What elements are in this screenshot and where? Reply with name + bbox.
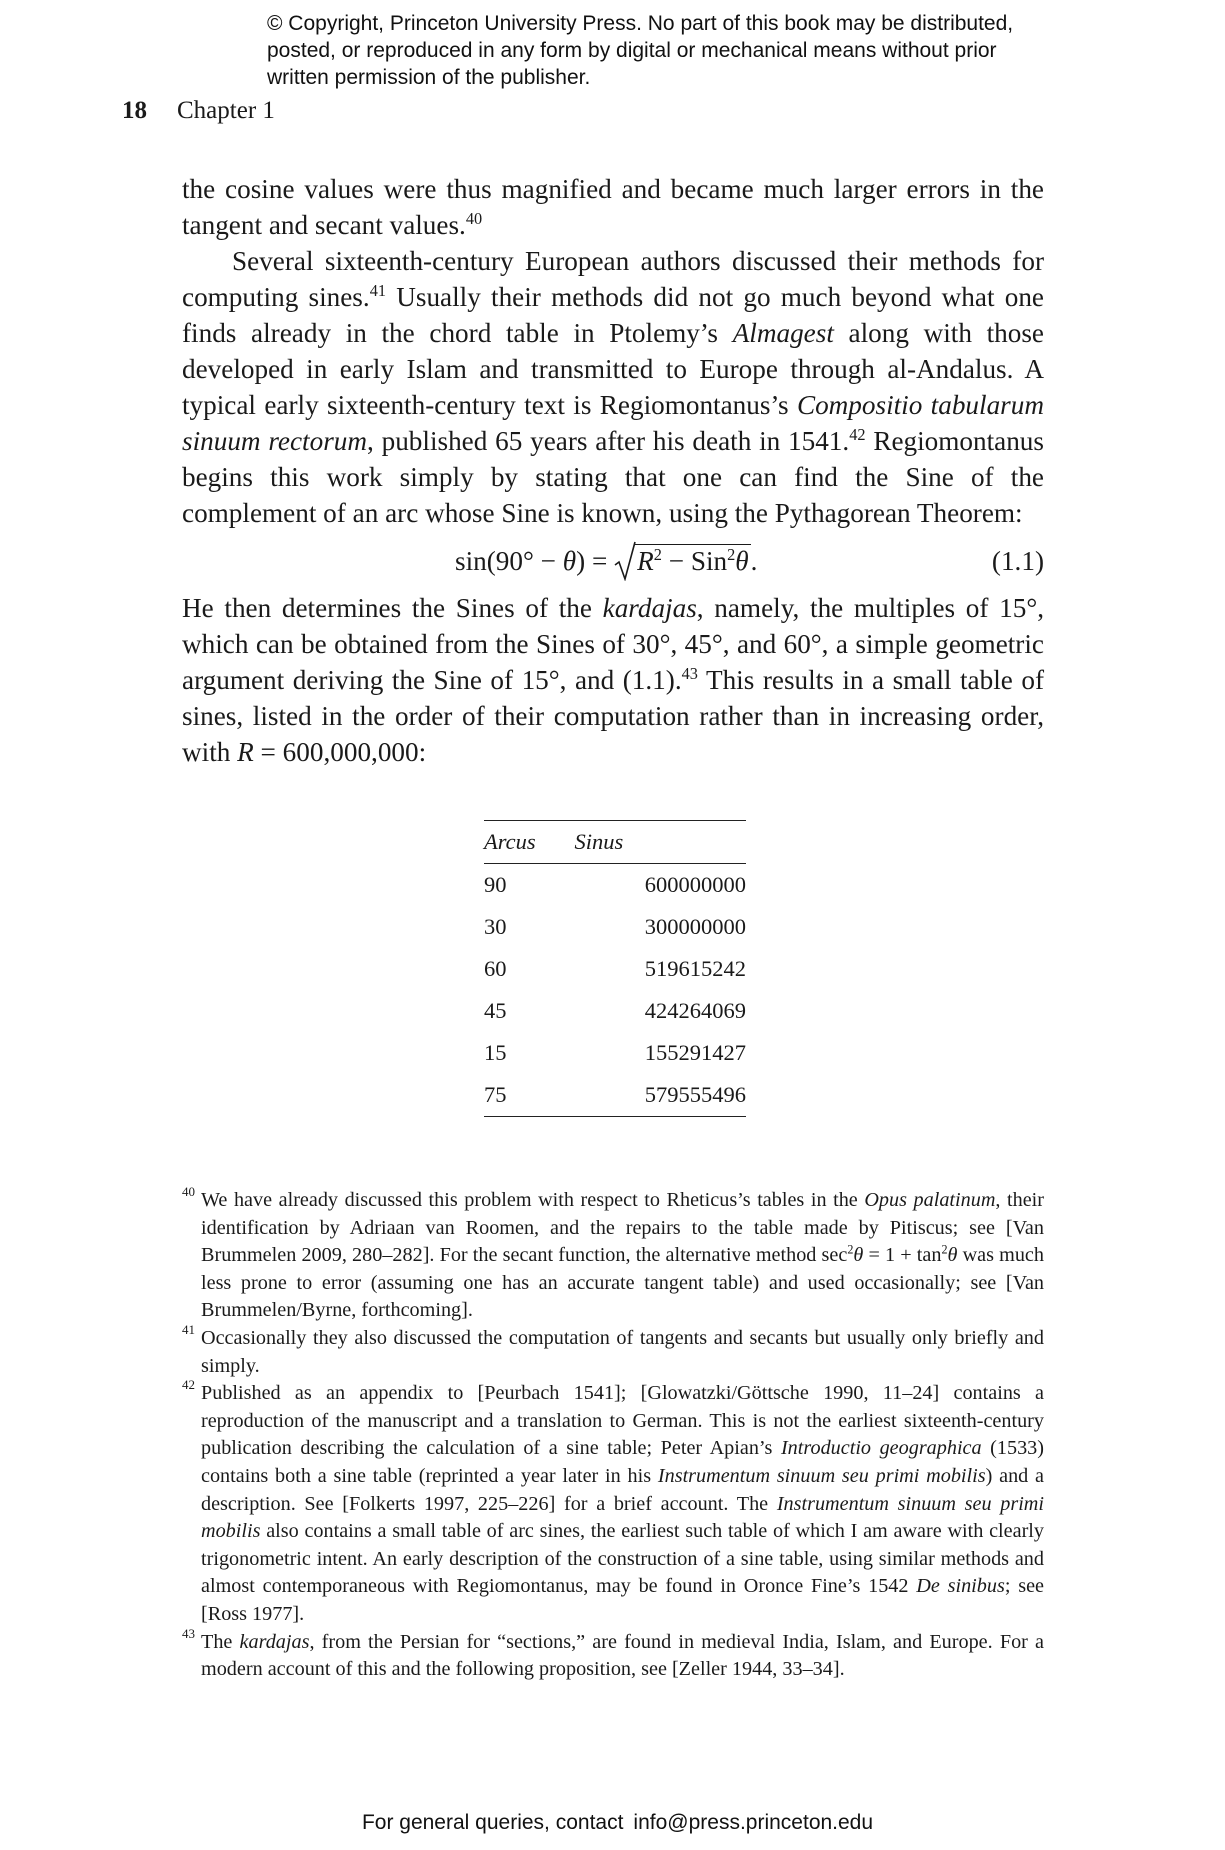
paragraph-3-text-b: , namely, the multiples of 15°, which can be obtained from the Sines of 30°, 45°, and 60°, a simple geometric argument deriving the Sine of 15°, and (1.1). (182, 593, 1045, 695)
footnote-40-square-2: 2 (941, 1242, 948, 1257)
column-header-sinus: Sinus (574, 829, 624, 854)
arcus-cell: 30 (484, 914, 507, 939)
arcus-cell: 90 (484, 872, 507, 897)
title-opus-palatinum: Opus palatinum (864, 1189, 996, 1211)
footnote-40-theta-1: θ (853, 1244, 864, 1267)
footnote-42 (182, 1377, 1045, 1628)
sinus-cell: 155291427 (644, 1040, 746, 1065)
sinus-cell: 424264069 (644, 998, 746, 1023)
footnote-43-text-b: , from the Persian for “sections,” are found in medieval India, Islam, and Europe. For a modern account of this and the following proposition, see [Zeller 1944, 33–34]. (201, 1630, 1044, 1681)
footnote-42-text-c: ) and a description. See [Folkerts 1997, 225–226] for a brief account. The (201, 1464, 1045, 1515)
footer-label: For general queries, contact (361, 1811, 624, 1834)
equation-square-1: 2 (653, 544, 662, 564)
equation-body (455, 543, 757, 579)
table-row (484, 906, 746, 948)
radicand (634, 544, 750, 577)
footnote-mark: 41 (182, 1321, 195, 1337)
equation-r: R (637, 546, 654, 576)
title-introductio-geographica: Introductio geographica (780, 1437, 982, 1460)
title-compositio: Compositio tabularum sinuum rectorum (182, 390, 1044, 456)
footnote-41-text: Occasionally they also discussed the computation of tangents and secants but usually only briefly and simply. (201, 1326, 1044, 1377)
paragraph-3-text-d: = 600,000,000: (253, 737, 427, 767)
radical-sign-icon (614, 541, 636, 581)
equation-1-1 (182, 533, 1044, 590)
sine-table-grid (484, 820, 746, 1117)
footnotes (182, 1184, 1045, 1684)
paragraph-2 (182, 243, 1044, 531)
footnote-ref-40[interactable]: 40 (465, 208, 483, 228)
paragraph-2-text-b: Usually their methods did not go much beyond what one finds already in the chord table in Ptolemy’s (182, 282, 1044, 348)
column-header-arcus: Arcus (484, 829, 536, 854)
running-head (122, 96, 275, 126)
contact-email-link[interactable]: info@press.princeton.edu (633, 1811, 874, 1834)
main-text (182, 171, 1044, 770)
variable-r: R (237, 737, 254, 767)
arcus-cell: 45 (484, 998, 507, 1023)
footnote-43 (182, 1625, 1044, 1684)
sine-table (484, 820, 746, 1117)
equation-number: (1.1) (991, 546, 1044, 576)
footnote-40-text-c: = 1 + tan (863, 1244, 942, 1267)
footnote-42-text-e: ; see [Ross 1977]. (201, 1575, 1044, 1625)
footnote-42-text-b: (1533) contains both a sine table (reprinted a year later in his (201, 1437, 1044, 1487)
paragraph-2-text-a: Several sixteenth-century European authors discussed their methods for computing sines. (182, 246, 1044, 312)
sinus-cell: 300000000 (644, 914, 746, 939)
footnote-40-theta-2: θ (947, 1244, 958, 1267)
footnote-41 (182, 1321, 1044, 1380)
footer (0, 1810, 1225, 1836)
arcus-cell: 75 (484, 1082, 507, 1107)
arcus-cell: 15 (484, 1040, 507, 1065)
footnote-40-text-a: We have already discussed this problem with respect to Rheticus’s tables in the (201, 1189, 865, 1211)
equation-lhs-a: sin(90° − (455, 546, 563, 576)
footnote-ref-41[interactable]: 41 (369, 280, 386, 300)
title-almagest: Almagest (732, 318, 834, 348)
footnote-40-text-d: was much less prone to error (assuming one has an accurate tangent table) and used occasionally; see [Van Brummelen/Byrne, forthcoming]. (201, 1244, 1044, 1322)
sinus-cell: 519615242 (644, 956, 746, 981)
term-kardajas: kardajas (602, 593, 697, 623)
equation-theta-2: θ (735, 546, 749, 576)
table-row (484, 948, 746, 990)
footnote-42-text-d: also contains a small table of arc sines, the earliest such table of which I am aware with clearly trigonometric intent. An early description of the construction of a sine table, using similar methods and almost contemporaneous with Regiomontanus, may be found in Oronce Fine’s 1542 (201, 1520, 1044, 1598)
equation-lhs-b: ) = (576, 546, 615, 576)
title-instrumentum-2: Instrumentum sinuum seu primi mobilis (201, 1492, 1044, 1543)
footnote-mark: 40 (182, 1184, 195, 1199)
table-row (484, 1032, 746, 1074)
paragraph-1-text: the cosine values were thus magnified and became much larger errors in the tangent and secant values. (182, 174, 1044, 240)
copyright-notice: © Copyright, Princeton University Press. No part of this book may be distributed, posted, or reproduced in any form by digital or mechanical means without prior written permission of the publisher. (267, 12, 1014, 89)
table-row (484, 864, 746, 907)
square-root (614, 543, 750, 579)
paragraph-1 (182, 171, 1044, 243)
arcus-cell: 60 (484, 956, 507, 981)
table-row (484, 1074, 746, 1117)
title-de-sinibus: De sinibus (916, 1575, 1005, 1598)
footnote-43-text-a: The (201, 1630, 240, 1653)
term-kardajas-footnote: kardajas (239, 1630, 310, 1653)
footnote-ref-42[interactable]: 42 (849, 424, 866, 444)
footnote-40 (182, 1184, 1045, 1325)
footnote-40-square-1: 2 (847, 1242, 854, 1257)
paragraph-2-text-d: , published 65 years after his death in 1541. (367, 426, 850, 456)
table-header-row (484, 821, 746, 864)
equation-minus-sin: − Sin (661, 546, 728, 576)
footnote-ref-43[interactable]: 43 (681, 663, 698, 683)
paragraph-2-text-e: Regiomontanus begins this work simply by stating that one can find the Sine of the complement of an arc whose Sine is known, using the Pythagorean Theorem: (182, 426, 1044, 528)
sinus-cell: 579555496 (644, 1082, 746, 1107)
paragraph-3-text-a: He then determines the Sines of the (182, 593, 603, 623)
page-number: 18 (122, 97, 147, 124)
footnote-40-text-b: , their identification by Adriaan van Roomen, and the repairs to the table made by Pitiscus; see [Van Brummelen 2009, 280–282]. For the secant function, the alternative method sec (201, 1189, 1045, 1267)
equation-period: . (750, 546, 758, 576)
chapter-label: Chapter 1 (177, 97, 275, 124)
sinus-cell: 600000000 (644, 872, 746, 897)
footnote-mark: 42 (182, 1377, 195, 1393)
title-instrumentum-1: Instrumentum sinuum seu primi mobilis (657, 1464, 986, 1487)
table-row (484, 990, 746, 1032)
paragraph-3 (182, 590, 1044, 770)
equation-square-2: 2 (727, 544, 736, 564)
paragraph-3-text-c: This results in a small table of sines, listed in the order of their computation rather than in increasing order, with (182, 665, 1044, 767)
footnote-mark: 43 (182, 1625, 195, 1641)
footnote-42-text-a: Published as an appendix to [Peurbach 1541]; [Glowatzki/Göttsche 1990, 11–24] contains a reproduction of the manuscript and a translation to German. This is not the earliest sixteenth-century publication describing the calculation of a sine table; Peter Apian’s (201, 1382, 1044, 1460)
paragraph-2-text-c: along with those developed in early Islam and transmitted to Europe through al-Andalus. A typical early sixteenth-century text is Regiomontanus’s (182, 318, 1044, 420)
equation-theta: θ (562, 546, 577, 576)
